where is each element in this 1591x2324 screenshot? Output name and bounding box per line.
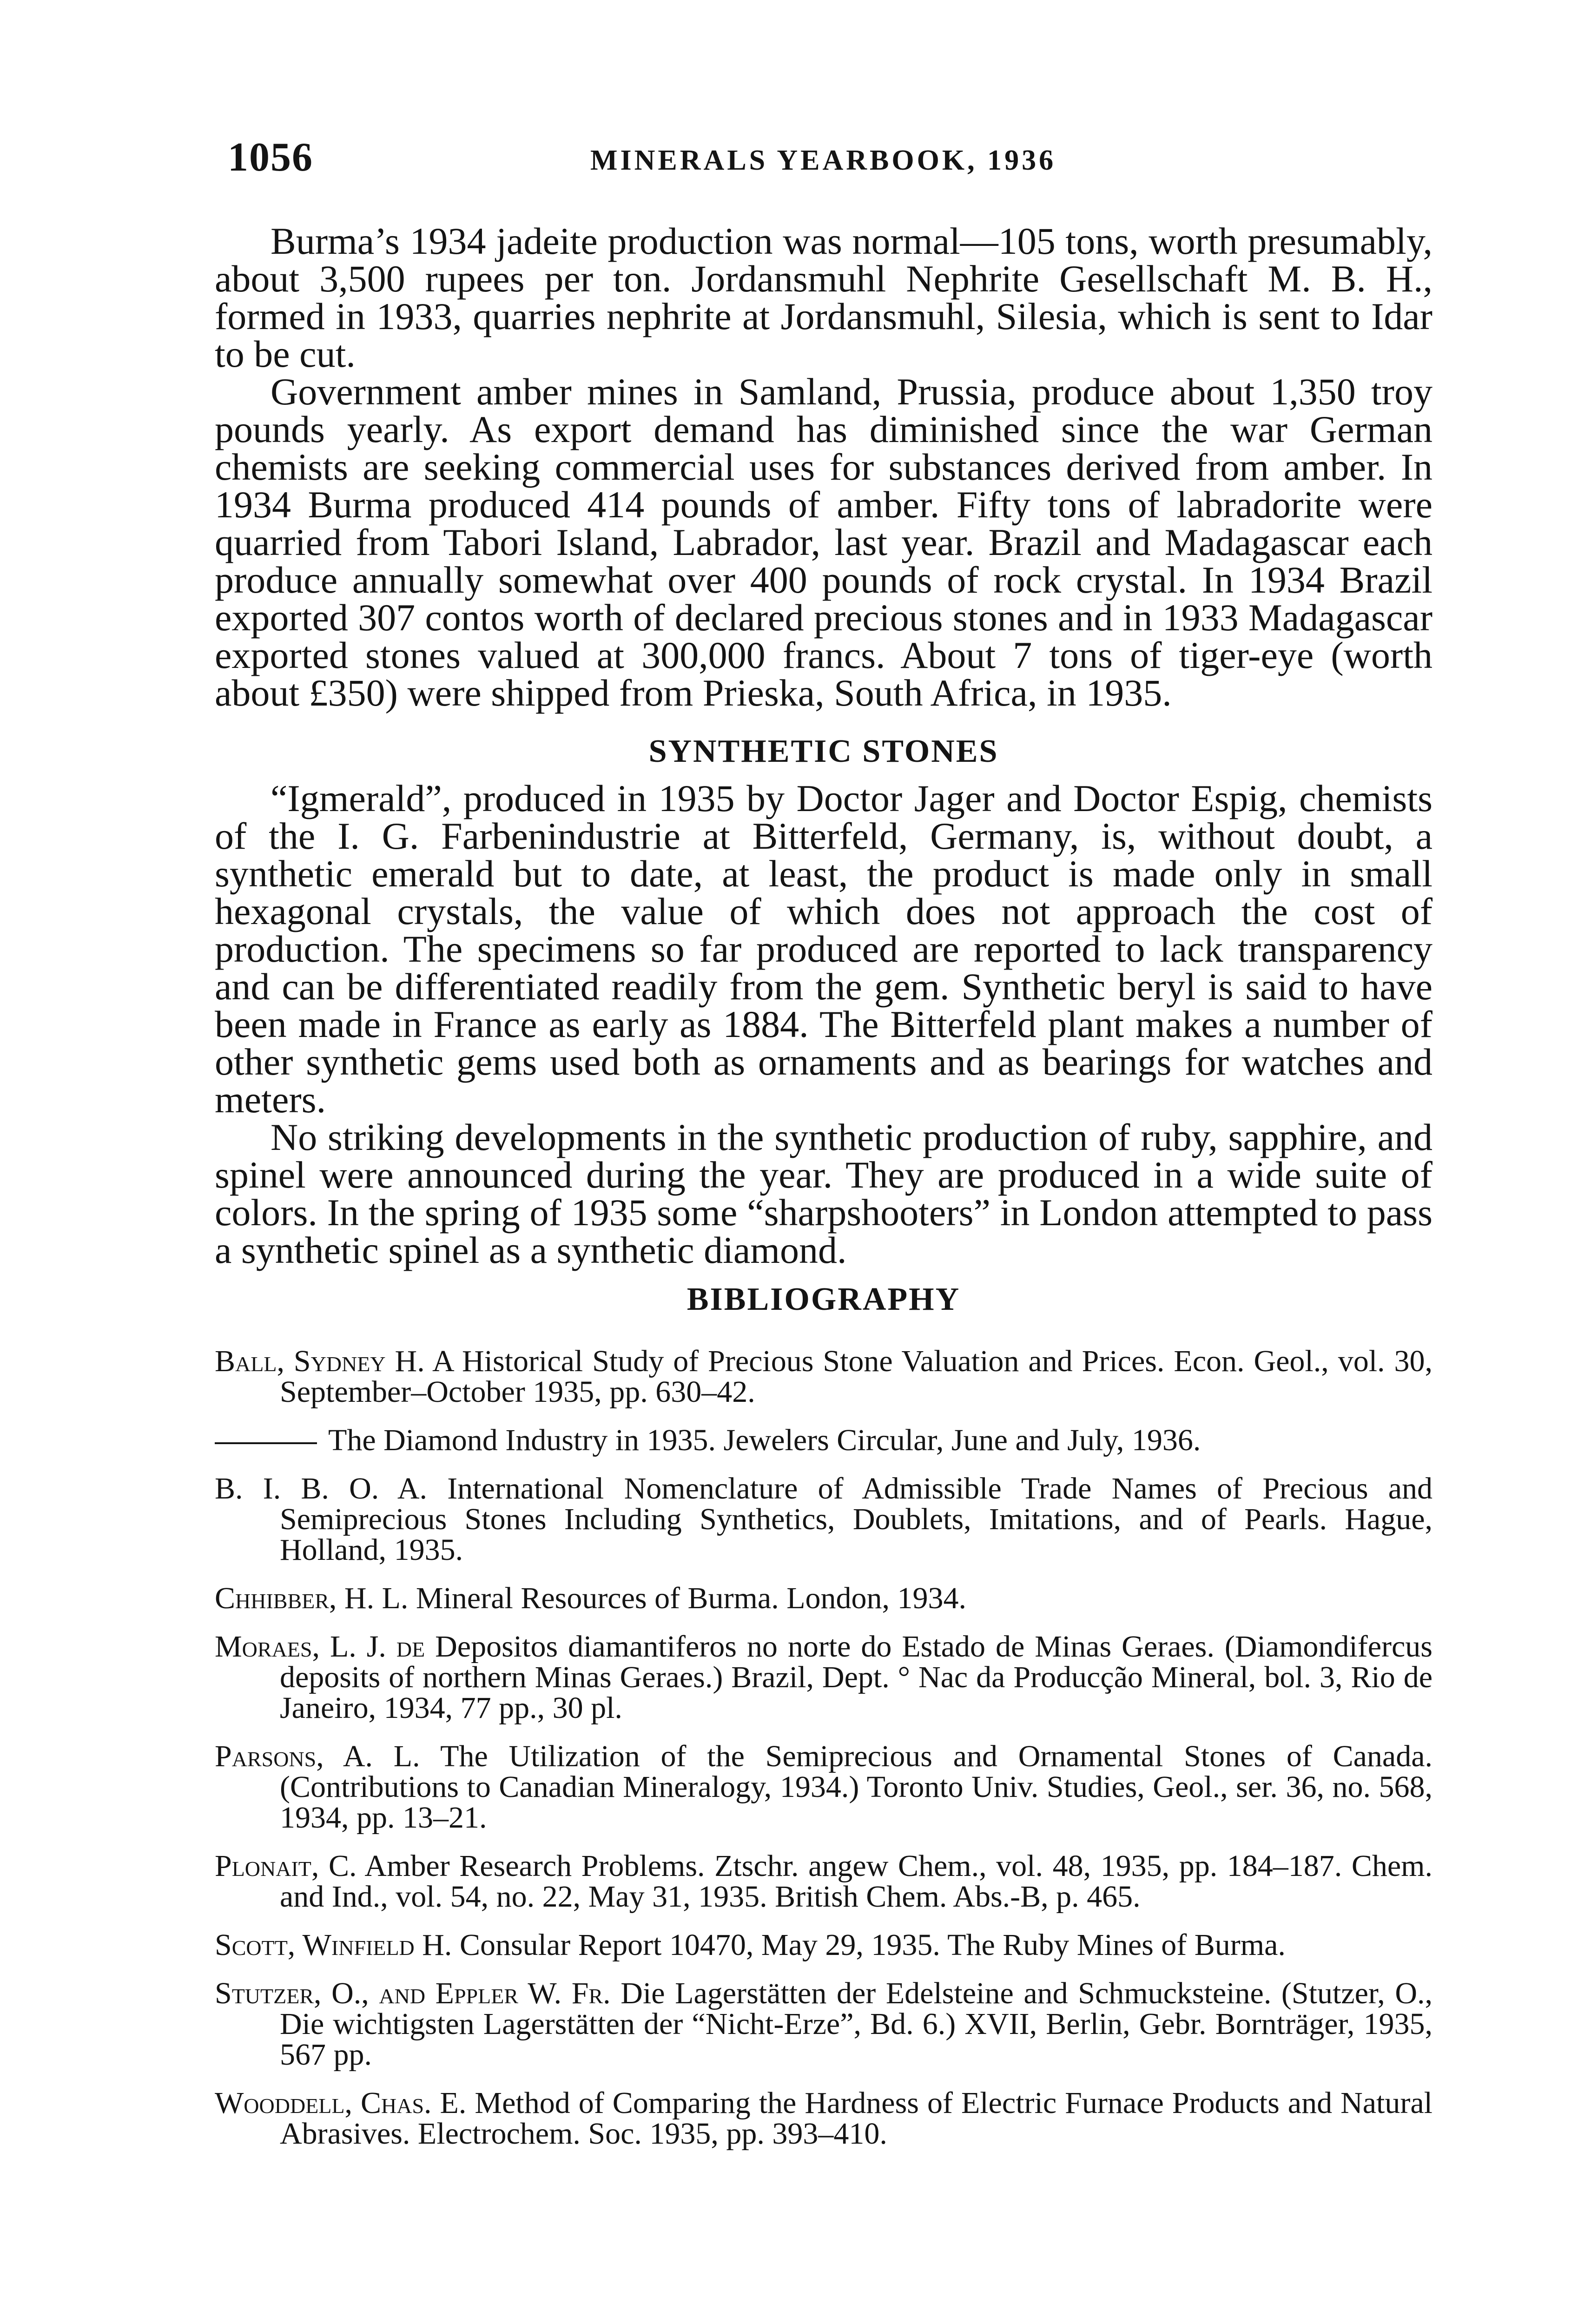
bibliography-list <box>215 1346 1433 2149</box>
bibliography-author: Scott, Winfield H. <box>215 1928 452 1962</box>
bibliography-author: Plonait, C. <box>215 1849 357 1883</box>
bibliography-author: Chhibber, H. L. <box>215 1581 409 1615</box>
body-text <box>215 222 1433 2167</box>
bibliography-citation: International Nomenclature of Admissible Trade Names of Precious and Semiprecious Stones Including Synthetics, Doublets, Imitations, and of Pearls. Hague, Holland, 1935. <box>280 1472 1433 1567</box>
page-header <box>228 134 1427 185</box>
bibliography-entry <box>215 2088 1433 2149</box>
bibliography-entry <box>215 1473 1433 1565</box>
bibliography-citation: A Historical Study of Precious Stone Valuation and Prices. Econ. Geol., vol. 30, September–October 1935, pp. 630–42. <box>280 1344 1433 1409</box>
bibliography-entry <box>215 1346 1433 1407</box>
paragraph-jadeite: Burma’s 1934 jadeite production was normal—105 tons, worth presumably, about 3,500 rupees per ton. Jordansmuhl Nephrite Gesellschaft M. B. H., formed in 1933, quarries nephrite at Jordansmuhl, Silesia, which is sent to Idar to be cut. <box>215 220 1433 375</box>
bibliography-entry <box>215 1425 1433 1456</box>
bibliography-citation: Die Lagerstätten der Edelsteine and Schmucksteine. (Stutzer, O., Die wichtigsten Lagerstätten der “Nicht-Erze”, Bd. 6.) XVII, Berlin, Gebr. Bornträger, 1935, 567 pp. <box>280 1976 1433 2072</box>
section-heading-synthetic-stones: SYNTHETIC STONES <box>648 733 999 769</box>
bibliography-citation: Depositos diamantiferos no norte do Estado de Minas Geraes. (Diamondifercus deposits of northern Minas Geraes.) Brazil, Dept. ° Nac da Producção Mineral, bol. 3, Rio de Janeiro, 1934, 77 pp., 30 pl. <box>280 1630 1433 1725</box>
bibliography-citation: Method of Comparing the Hardness of Electric Furnace Products and Natural Abrasives. Electrochem. Soc. 1935, pp. 393–410. <box>280 2086 1433 2151</box>
bibliography-citation: The Utilization of the Semiprecious and Ornamental Stones of Canada. (Contributions to Canadian Mineralogy, 1934.) Toronto Univ. Studies, Geol., ser. 36, no. 568, 1934, pp. 13–21. <box>280 1739 1433 1835</box>
bibliography-citation: Amber Research Problems. Ztschr. angew Chem., vol. 48, 1935, pp. 184–187. Chem. and Ind., vol. 54, no. 22, May 31, 1935. British Chem. Abs.-B, p. 465. <box>280 1849 1433 1914</box>
running-title: MINERALS YEARBOOK, 1936 <box>590 145 1056 176</box>
bibliography-entry <box>215 1978 1433 2070</box>
bibliography-citation: Consular Report 10470, May 29, 1935. The Ruby Mines of Burma. <box>452 1928 1286 1962</box>
bibliography-author: B. I. B. O. A. <box>215 1472 427 1505</box>
section-heading-bibliography: BIBLIOGRAPHY <box>687 1281 961 1317</box>
ditto-dash <box>215 1442 317 1444</box>
bibliography-citation: Mineral Resources of Burma. London, 1934. <box>408 1581 967 1615</box>
bibliography-entry <box>215 1583 1433 1614</box>
bibliography-citation: The Diamond Industry in 1935. Jewelers Circular, June and July, 1936. <box>328 1423 1201 1457</box>
bibliography-author: Wooddell, Chas. E. <box>215 2086 467 2120</box>
paragraph-amber: Government amber mines in Samland, Prussia, produce about 1,350 troy pounds yearly. As export demand has diminished since the war German chemists are seeking commercial uses for substances derived from amber. In 1934 Burma produced 414 pounds of amber. Fifty tons of labradorite were quarried from Tabori Island, Labrador, last year. Brazil and Madagascar each produce annually somewhat over 400 pounds of rock crystal. In 1934 Brazil exported 307 contos worth of declared precious stones and in 1933 Madagascar exported stones valued at 300,000 francs. About 7 tons of tiger-eye (worth about £350) were shipped from Prieska, South Africa, in 1935. <box>215 370 1433 714</box>
bibliography-entry <box>215 1930 1433 1961</box>
paragraph-igmerald: “Igmerald”, produced in 1935 by Doctor Jager and Doctor Espig, chemists of the I. G. Farbenindustrie at Bitterfeld, Germany, is, without doubt, a synthetic emerald but to date, at least, the product is made only in small hexagonal crystals, the value of which does not approach the cost of production. The specimens so far produced are reported to lack transparency and can be differentiated readily from the gem. Synthetic beryl is said to have been made in France as early as 1884. The Bitterfeld plant makes a number of other synthetic gems used both as ornaments and as bearings for watches and meters. <box>215 777 1433 1121</box>
bibliography-entry <box>215 1741 1433 1833</box>
bibliography-author: Parsons, A. L. <box>215 1739 420 1773</box>
bibliography-author: Stutzer, O., and Eppler W. Fr. <box>215 1976 611 2010</box>
bibliography-author: Moraes, L. J. de <box>215 1630 425 1664</box>
bibliography-author: Ball, Sydney H. <box>215 1344 425 1378</box>
bibliography-entry <box>215 1631 1433 1723</box>
bibliography-entry <box>215 1851 1433 1912</box>
page-number: 1056 <box>228 135 313 180</box>
paragraph-ruby-sapphire-spinel: No striking developments in the synthetic production of ruby, sapphire, and spinel were announced during the year. They are produced in a wide suite of colors. In the spring of 1935 some “sharpshooters” in London attempted to pass a synthetic spinel as a synthetic diamond. <box>215 1116 1433 1271</box>
